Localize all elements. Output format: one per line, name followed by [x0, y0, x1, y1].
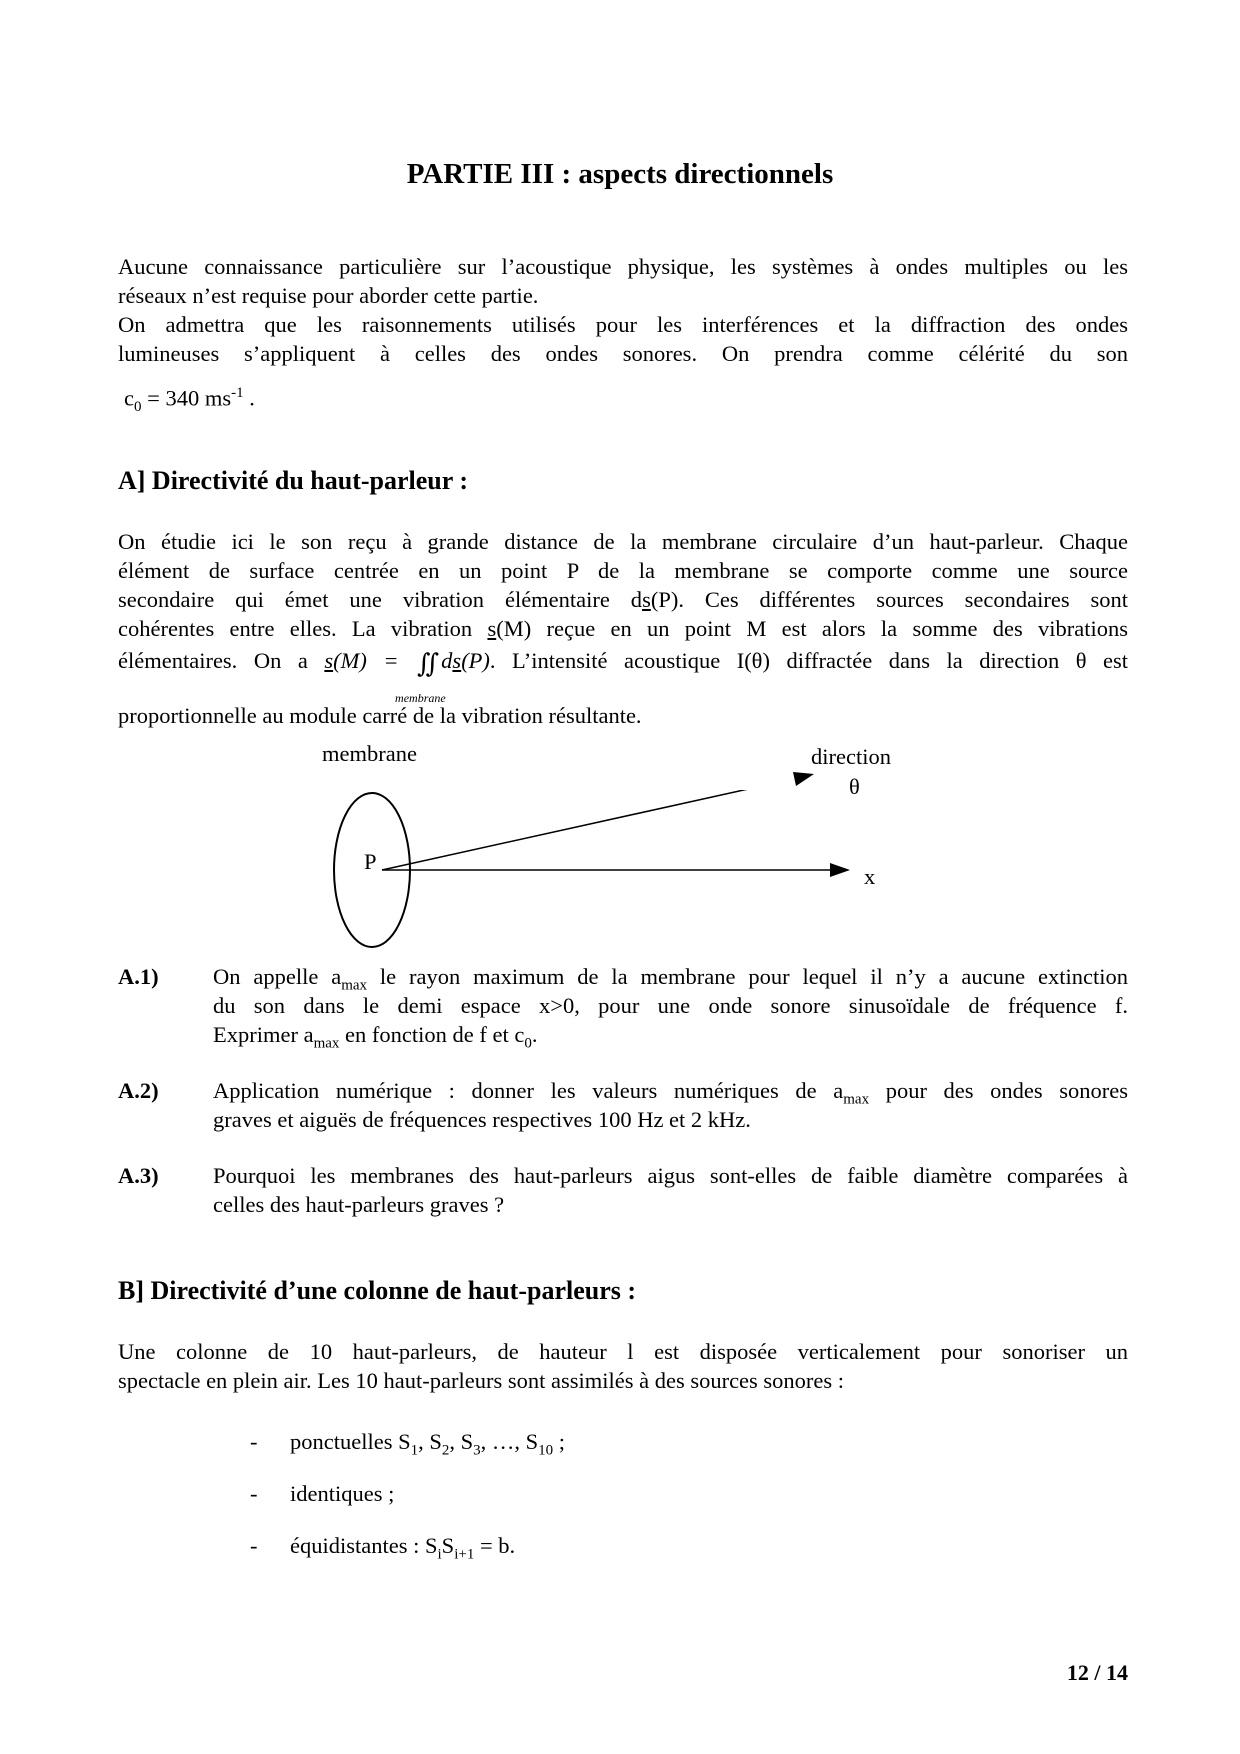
- text-span: , …, S: [480, 1429, 539, 1454]
- intro-line-3: On admettra que les raisonnements utilisés pour les interférences et la diffraction des ondes: [118, 312, 1128, 337]
- text-span: équidistantes : S: [290, 1533, 438, 1558]
- subscript: i: [437, 1546, 442, 1563]
- diagram-label-x: x: [864, 864, 876, 889]
- text-span: S: [441, 1533, 455, 1558]
- integral-symbol: ∬: [417, 649, 440, 679]
- c0-symbol: c: [124, 385, 134, 411]
- text-span: .: [531, 1022, 538, 1047]
- diagram-label-membrane: membrane: [322, 741, 417, 766]
- section-a-line-4: [118, 614, 1128, 643]
- c0-value: = 340 ms: [141, 385, 232, 411]
- item-a3-label: A.3): [118, 1163, 159, 1188]
- section-a-line-1: On étudie ici le son reçu à grande distance de la membrane circulaire d’un haut-parleur. Chaque: [118, 529, 1128, 554]
- text-span: (M) reçue en un point M est alors la somme des vibrations: [496, 616, 1129, 641]
- page-title: PARTIE III : aspects directionnels: [406, 158, 834, 190]
- text-span: , S: [449, 1429, 474, 1454]
- section-a-line-2: élément de surface centrée en un point P de la membrane se comporte comme une source: [118, 558, 1128, 583]
- subscript: 2: [441, 1442, 450, 1459]
- section-b-line-1: Une colonne de 10 haut-parleurs, de hauteur l est disposée verticalement pour sonoriser un: [118, 1339, 1128, 1364]
- membrane-diagram: [330, 790, 850, 950]
- text-span: en fonction de f et c: [339, 1022, 525, 1047]
- intro-line-4: lumineuses s’appliquent à celles des ondes sonores. On prendra comme célérité du son: [118, 341, 1128, 366]
- double-integral-sign: [395, 649, 446, 705]
- bullet-dash: -: [250, 1533, 258, 1558]
- intro-line-2: réseaux n’est requise pour aborder cette partie.: [118, 283, 539, 308]
- text-span: secondaire qui émet une vibration élémentaire d: [118, 587, 643, 612]
- item-a2-label: A.2): [118, 1078, 159, 1103]
- text-span: Exprimer a: [213, 1022, 314, 1047]
- item-a1-line-3: [213, 1020, 1128, 1059]
- formula-lhs: (M) =: [333, 648, 416, 673]
- formula-d: d: [441, 648, 453, 673]
- text-span: . L’intensité acoustique I(θ) diffractée dans la direction θ est: [489, 648, 1128, 673]
- subscript: 1: [410, 1442, 419, 1459]
- diagram-label-direction: direction: [811, 744, 891, 769]
- text-span: , S: [418, 1429, 442, 1454]
- subscript: 0: [524, 1035, 532, 1052]
- text-span: le rayon maximum de la membrane pour lequel il n’y a aucune extinction: [367, 964, 1129, 989]
- c0-end: .: [243, 385, 255, 411]
- diagram-label-p: P: [364, 849, 377, 874]
- section-a-line-3: [118, 585, 1128, 614]
- subscript: max: [843, 1091, 870, 1108]
- diagram-label-theta: θ: [849, 774, 860, 799]
- section-a-line-5: [118, 646, 1128, 705]
- vector-s: s: [642, 587, 651, 612]
- x-axis-arrowhead: [830, 863, 850, 877]
- section-b-line-2: spectacle en plein air. Les 10 haut-parleurs sont assimilés à des sources sonores :: [118, 1368, 845, 1393]
- intro-celerity: [124, 379, 1134, 422]
- item-a1-label: A.1): [118, 964, 159, 989]
- c0-exponent: -1: [231, 385, 244, 401]
- page-number: 12 / 14: [1066, 1660, 1128, 1685]
- subscript: 3: [473, 1442, 481, 1459]
- text-span: (P). Ces différentes sources secondaires sont: [650, 587, 1128, 612]
- direction-line: [382, 790, 798, 870]
- text-span: ;: [553, 1429, 566, 1454]
- direction-arrowhead: [778, 760, 818, 790]
- subscript: 10: [538, 1442, 554, 1459]
- integral-subscript: membrane: [395, 691, 446, 705]
- text-span: identiques ;: [290, 1481, 395, 1506]
- text-span: Application numérique : donner les valeurs numériques de a: [213, 1078, 844, 1103]
- item-a3-line-1: Pourquoi les membranes des haut-parleurs aigus sont-elles de faible diamètre comparées à: [213, 1163, 1128, 1188]
- item-a3-line-2: celles des haut-parleurs graves ?: [213, 1192, 505, 1217]
- formula: [324, 648, 415, 673]
- text-span: = b.: [474, 1533, 516, 1558]
- bullet-dash: -: [250, 1481, 258, 1506]
- text-span: cohérentes entre elles. La vibration: [118, 616, 488, 641]
- item-a2-line-2: graves et aiguës de fréquences respectives 100 Hz et 2 kHz.: [213, 1107, 751, 1132]
- c0-subscript: 0: [134, 399, 142, 415]
- vector-s: s: [487, 616, 497, 641]
- section-b-heading: B] Directivité d’une colonne de haut-parleurs :: [118, 1276, 637, 1305]
- direction-arrowhead-shape: [793, 772, 814, 786]
- bullet-ponctuelles: [250, 1427, 565, 1466]
- intro-line-1: Aucune connaissance particulière sur l’acoustique physique, les systèmes à ondes multiples ou les: [118, 254, 1128, 279]
- item-a1-line-2: du son dans le demi espace x>0, pour une onde sonore sinusoïdale de fréquence f.: [213, 993, 1128, 1018]
- text-span: ponctuelles S: [290, 1429, 411, 1454]
- bullet-dash: -: [250, 1429, 258, 1454]
- subscript: max: [313, 1035, 340, 1052]
- formula-rhs: (P): [461, 648, 490, 673]
- section-a-heading: A] Directivité du haut-parleur :: [118, 466, 468, 495]
- text-span: élémentaires. On a: [118, 648, 325, 673]
- formula-s: s: [324, 648, 334, 673]
- formula-s: s: [452, 648, 462, 673]
- text-span: On appelle a: [213, 964, 342, 989]
- section-a-line-6: proportionnelle au module carré de la vibration résultante.: [118, 703, 642, 728]
- bullet-equidistantes: [250, 1531, 515, 1570]
- text-span: pour des ondes sonores: [869, 1078, 1128, 1103]
- bullet-identiques: [250, 1479, 394, 1508]
- subscript: i+1: [454, 1546, 475, 1563]
- subscript: max: [341, 977, 368, 994]
